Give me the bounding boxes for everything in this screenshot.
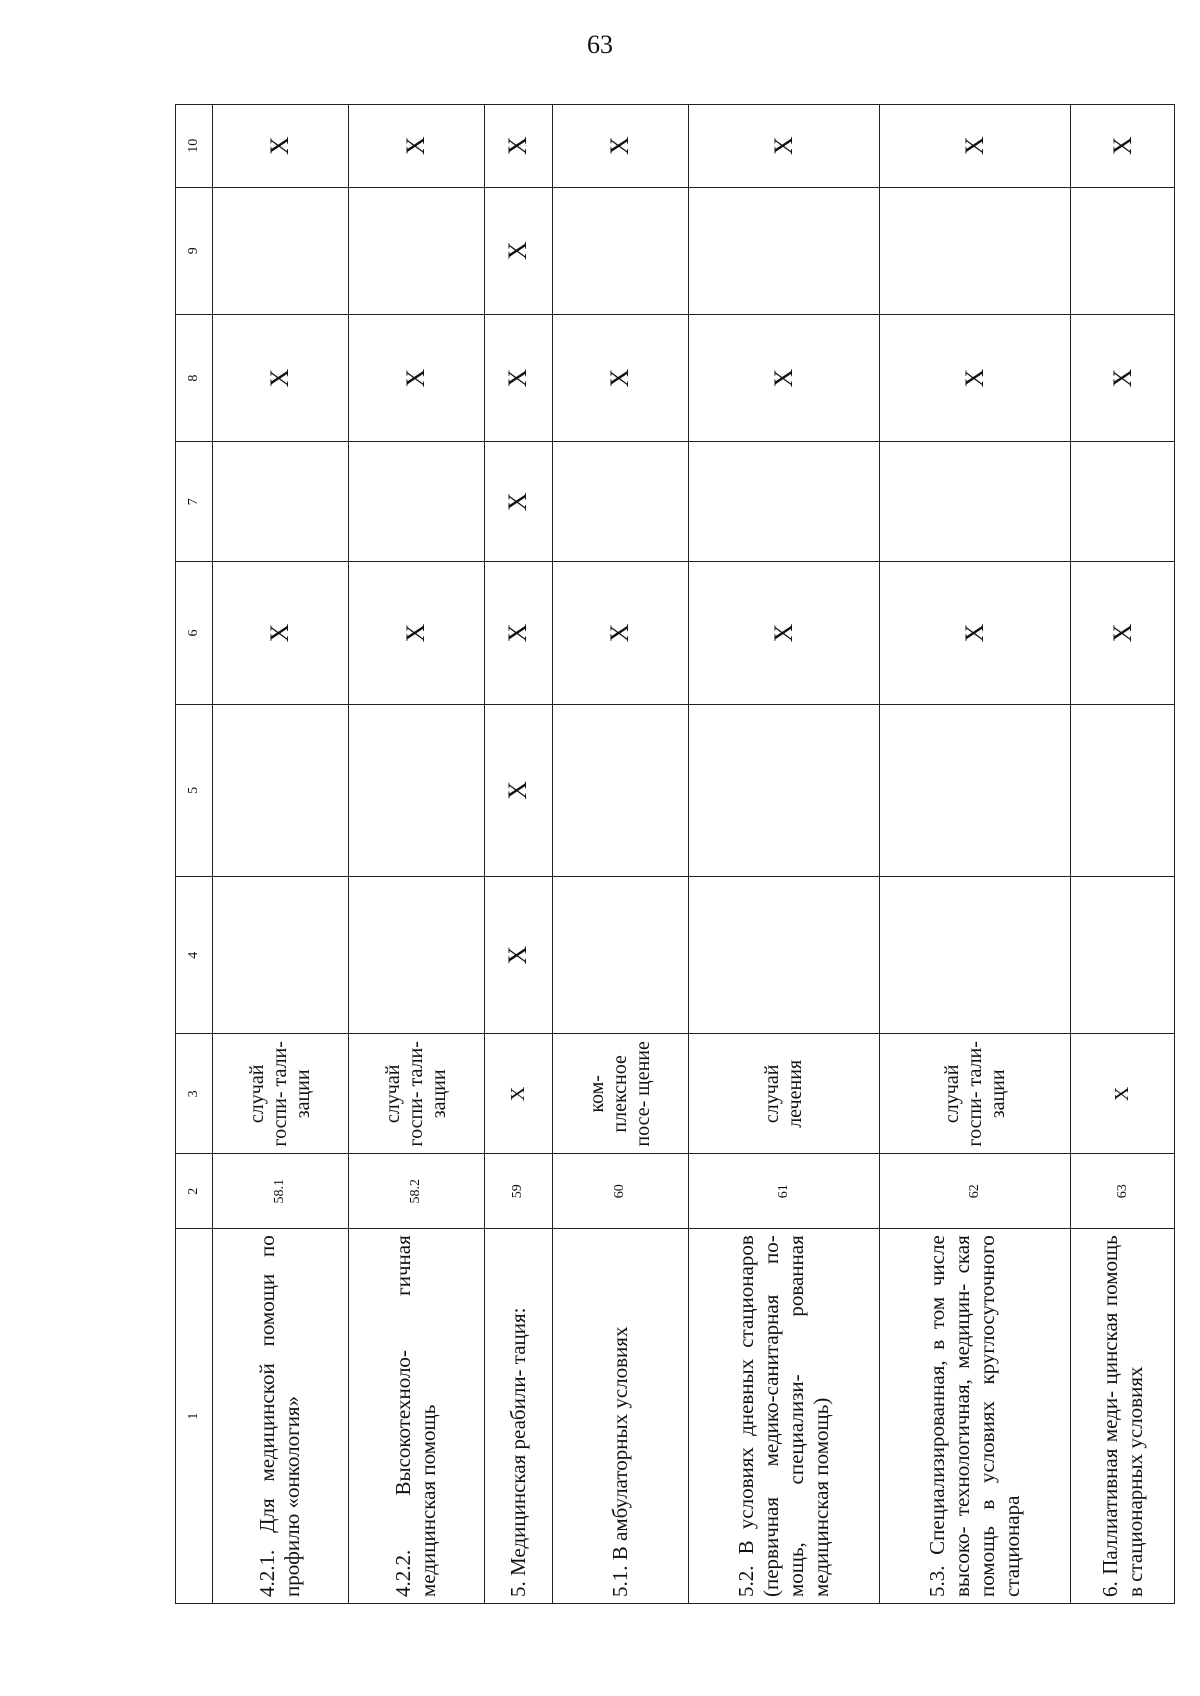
cell-col-6: Х [1071,562,1175,704]
cell-col-10: Х [213,105,349,188]
cell-col-7 [1071,442,1175,562]
table-row [348,105,484,1604]
cell-col-10: Х [1071,105,1175,188]
unit-of-measure: случай госпи- тали- зации [213,1034,349,1154]
unit-of-measure: Х [484,1034,552,1154]
cell-col-8: Х [1071,314,1175,441]
unit-of-measure: случай госпи- тали- зации [348,1034,484,1154]
cell-col-10: Х [484,105,552,188]
cell-col-4 [880,877,1071,1034]
rotated-table-container [175,104,1175,1604]
row-code: 58.1 [213,1154,349,1229]
column-number: 6 [176,562,213,704]
data-table [175,104,1175,1604]
cell-col-10: Х [552,105,688,188]
cell-col-6: Х [688,562,879,704]
cell-col-7: Х [484,442,552,562]
cell-col-6: Х [484,562,552,704]
unit-of-measure: ком- плексное посе- щение [552,1034,688,1154]
row-code: 58.2 [348,1154,484,1229]
cell-col-7 [213,442,349,562]
cell-col-5 [688,704,879,876]
row-label: 5.2. В условиях дневных стационаров (первичная медико-санитарная по- мощь, специализи- рованная медицинская помощь) [688,1229,879,1604]
cell-col-10: Х [348,105,484,188]
cell-col-9 [880,187,1071,314]
column-number: 4 [176,877,213,1034]
row-code: 62 [880,1154,1071,1229]
row-label: 6. Паллиативная меди- цинская помощь в стационарных условиях [1071,1229,1175,1604]
cell-col-5 [880,704,1071,876]
cell-col-8: Х [484,314,552,441]
row-label: 5. Медицинская реабили- тация: [484,1229,552,1604]
row-code: 61 [688,1154,879,1229]
cell-col-8: Х [552,314,688,441]
cell-col-9 [213,187,349,314]
cell-col-5 [552,704,688,876]
cell-col-4 [213,877,349,1034]
cell-col-7 [688,442,879,562]
cell-col-9 [688,187,879,314]
column-number: 2 [176,1154,213,1229]
cell-col-4: Х [484,877,552,1034]
column-number: 10 [176,105,213,188]
cell-col-4 [552,877,688,1034]
cell-col-9 [552,187,688,314]
row-label: 4.2.2. Высокотехноло- гичная медицинская помощь [348,1229,484,1604]
table-row [484,105,552,1604]
column-number: 8 [176,314,213,441]
cell-col-4 [1071,877,1175,1034]
table-row [552,105,688,1604]
row-code: 63 [1071,1154,1175,1229]
cell-col-9: Х [484,187,552,314]
cell-col-5 [348,704,484,876]
cell-col-4 [348,877,484,1034]
cell-col-6: Х [552,562,688,704]
cell-col-7 [880,442,1071,562]
row-label: 5.1. В амбулаторных условиях [552,1229,688,1604]
cell-col-8: Х [880,314,1071,441]
cell-col-9 [348,187,484,314]
cell-col-10: Х [688,105,879,188]
row-code: 59 [484,1154,552,1229]
unit-of-measure: случай госпи- тали- зации [880,1034,1071,1154]
unit-of-measure: случай лечения [688,1034,879,1154]
cell-col-8: Х [688,314,879,441]
cell-col-6: Х [348,562,484,704]
table-row [688,105,879,1604]
cell-col-6: Х [880,562,1071,704]
cell-col-5: Х [484,704,552,876]
column-number: 9 [176,187,213,314]
cell-col-8: Х [348,314,484,441]
row-label: 4.2.1. Для медицинской помощи по профилю «онкология» [213,1229,349,1604]
table-row [1071,105,1175,1604]
cell-col-8: Х [213,314,349,441]
cell-col-10: Х [880,105,1071,188]
page-number: 63 [587,30,613,59]
row-code: 60 [552,1154,688,1229]
table-row [880,105,1071,1604]
unit-of-measure: Х [1071,1034,1175,1154]
cell-col-7 [348,442,484,562]
cell-col-5 [213,704,349,876]
cell-col-6: Х [213,562,349,704]
cell-col-5 [1071,704,1175,876]
row-label: 5.3. Специализированная, в том числе высоко- технологичная, медицин- ская помощь в условиях круглосуточного стационара [880,1229,1071,1604]
cell-col-9 [1071,187,1175,314]
cell-col-4 [688,877,879,1034]
column-number: 1 [176,1229,213,1604]
column-number: 5 [176,704,213,876]
column-number: 7 [176,442,213,562]
table-row [213,105,349,1604]
header-row [176,105,213,1604]
cell-col-7 [552,442,688,562]
column-number: 3 [176,1034,213,1154]
